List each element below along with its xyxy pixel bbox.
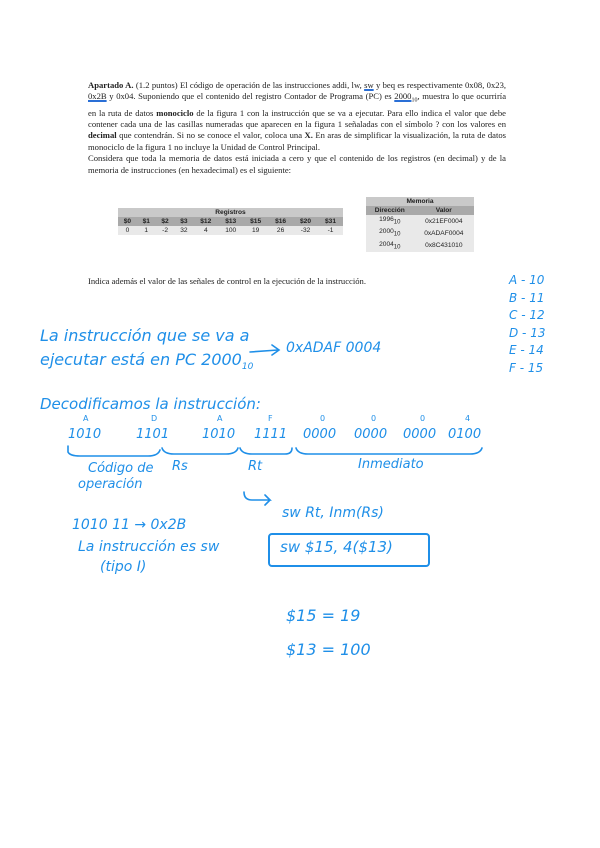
bit-group: 0000 [354, 427, 388, 442]
hex-map-item: C - 12 [509, 308, 545, 322]
hex-letter: D [151, 414, 158, 423]
register-value: -1 [318, 226, 343, 235]
hex-letter: F [268, 414, 273, 423]
register-value: -32 [293, 226, 318, 235]
bit-group: 1010 [68, 427, 102, 442]
memory-address: $1996_{10}$ [366, 215, 414, 227]
register-13-value: $13 = 100 [286, 640, 371, 659]
hex-letter: 4 [465, 414, 471, 423]
bit-group: 1111 [254, 427, 288, 442]
memory-caption: Memoria [366, 197, 474, 206]
field-label-rs: Rs [172, 459, 188, 474]
bit-group: 1101 [136, 427, 170, 442]
register-header: $12 [193, 217, 218, 226]
field-label-rt: Rt [248, 459, 263, 474]
highlight-sw: sw [364, 80, 374, 90]
hex-letter: 0 [371, 414, 377, 423]
register-header: $1 [137, 217, 156, 226]
register-header: $16 [268, 217, 293, 226]
hex-map-item: E - 14 [509, 343, 544, 357]
instruction-concrete: sw $15, 4($13) [280, 538, 393, 556]
registers-caption: Registros [118, 208, 343, 217]
problem-heading: Apartado A. [88, 80, 134, 90]
register-value: -2 [156, 226, 175, 235]
highlight-opcode: 0x2B [88, 91, 107, 102]
instruction-format: sw Rt, Inm(Rs) [282, 505, 384, 521]
hex-letter: A [83, 414, 89, 423]
hex-map-item: D - 13 [509, 325, 546, 340]
bit-group: 0000 [403, 427, 437, 442]
arrow-icon [250, 345, 279, 355]
register-value: 26 [268, 226, 293, 235]
memory-header-address: Dirección [366, 206, 414, 215]
paragraph-2: Considera que toda la memoria de datos está iniciada a cero y que el contenido de los registros (en decimal) y de la memoria de instrucciones (en hexadecimal) es el siguiente: [88, 153, 506, 175]
memory-value: 0xADAF0004 [414, 227, 474, 239]
register-value: 32 [174, 226, 193, 235]
memory-header-value: Valor [414, 206, 474, 215]
register-header: $2 [156, 217, 175, 226]
bracket-rt [240, 448, 292, 454]
field-label-opcode: Código de [88, 461, 154, 476]
paragraph-1: Apartado A. (1.2 puntos) El código de operación de las instrucciones addi, lw, sw y beq es respectivamente 0x08, 0x23, 0x2B y 0x04. Suponiendo que el contenido del registro Contador de Programa (PC) es $2000_{10}$, muestra lo que ocurriría en la ruta de datos monociclo de la figura 1 con la instrucción que se va a ejecutar. Para ello indica el valor que debe contener cada una de las casillas numeradas que aparecen en la figura 1 señaladas con el símbolo ? con los valores en decimal que contendrán. Si no se conoce el valor, coloca una X. En aras de simplificar la visualización, la ruta de datos monociclo de la figura 1 no incluye la Unidad de Control Principal. [88, 80, 507, 152]
bit-group: 0100 [448, 427, 482, 442]
instruction-type-line1: La instrucción es sw [78, 539, 220, 555]
register-header: $13 [218, 217, 243, 226]
hex-letter: A [217, 414, 223, 423]
field-label-immediate: Inmediato [358, 457, 424, 472]
memory-value: 0x8C431010 [414, 240, 474, 252]
hex-letter: 0 [320, 414, 326, 423]
register-header: $20 [293, 217, 318, 226]
register-header: $15 [243, 217, 268, 226]
opcode-conversion: 1010 11 → 0x2B [72, 517, 187, 533]
instruction-type-line2: (tipo I) [100, 559, 147, 575]
register-header: $3 [174, 217, 193, 226]
hex-map-item: F - 15 [509, 360, 544, 375]
control-signals-prompt: Indica además el valor de las señales de control en la ejecución de la instrucción. [88, 276, 366, 286]
decode-title: Decodificamos la instrucción: [40, 395, 261, 413]
register-value: 100 [218, 226, 243, 235]
register-value: 19 [243, 226, 268, 235]
memory-address: $2000_{10}$ [366, 227, 414, 239]
register-header: $31 [318, 217, 343, 226]
register-value: 1 [137, 226, 156, 235]
note-instruction-value: 0xADAF 0004 [286, 340, 382, 356]
bit-group: 0000 [303, 427, 337, 442]
memory-value: 0x21EF0004 [414, 215, 474, 227]
field-label-opcode-2: operación [78, 477, 143, 492]
register-15-value: $15 = 19 [286, 606, 361, 625]
register-value: 0 [118, 226, 137, 235]
bracket-opcode [68, 446, 160, 456]
bit-group: 1010 [202, 427, 236, 442]
bracket-immediate [296, 448, 482, 454]
register-value: 4 [193, 226, 218, 235]
hex-letter: 0 [420, 414, 426, 423]
highlight-pc: $2000_{10}$ [394, 91, 418, 105]
register-header: $0 [118, 217, 137, 226]
bracket-op-rs-rt [244, 492, 270, 505]
note-instruction-line2: ejecutar está en PC $2000_{10}$ [40, 350, 254, 373]
hex-map-item: B - 11 [509, 290, 545, 305]
memory-address: $2004_{10}$ [366, 240, 414, 252]
bracket-rs [162, 448, 238, 454]
note-instruction-line1: La instrucción que se va a [40, 326, 250, 345]
hex-map-item: A - 10 [509, 273, 545, 287]
